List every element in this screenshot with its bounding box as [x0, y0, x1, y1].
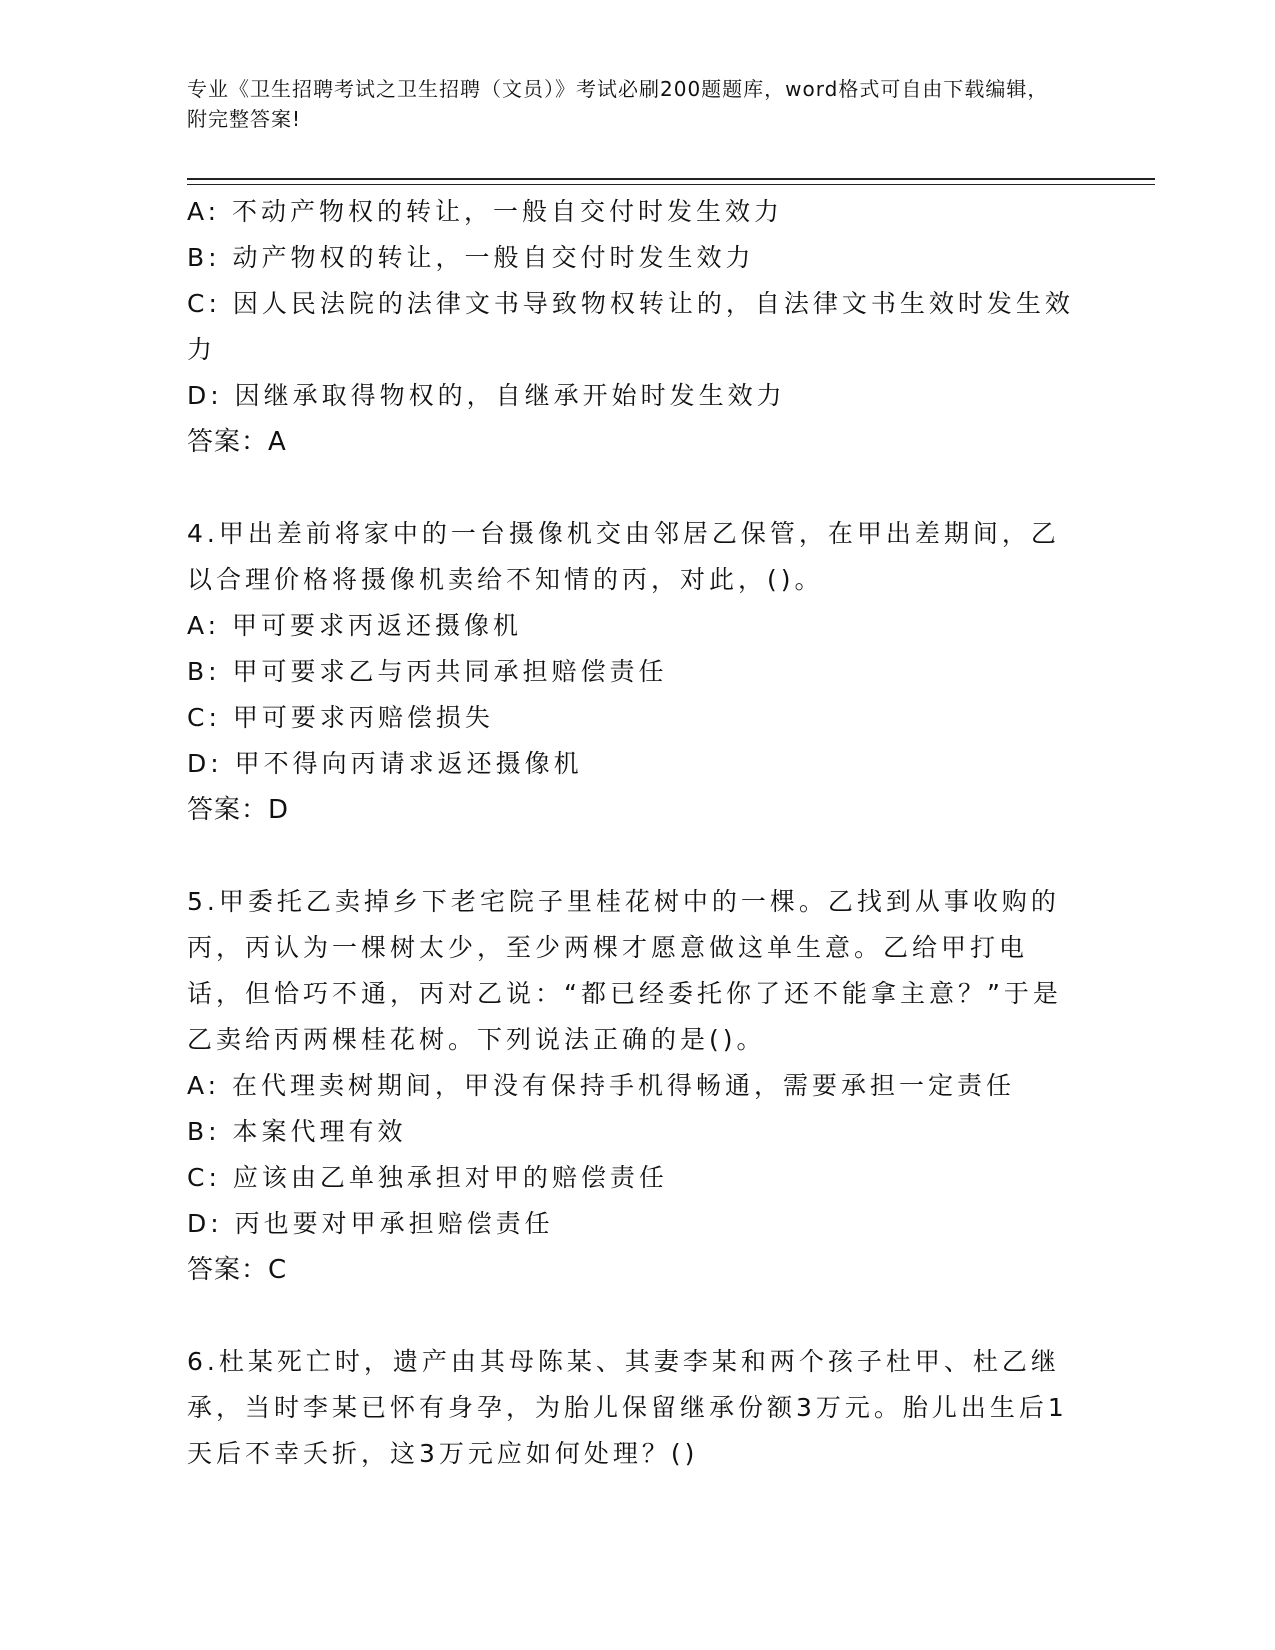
- document-body: [187, 189, 1077, 1477]
- answer: 答案：D: [187, 795, 290, 825]
- question-3-options: [187, 189, 1077, 465]
- option-d: D: 甲不得向丙请求返还摄像机: [187, 749, 583, 778]
- question-5: [187, 879, 1077, 1293]
- option-a: A: 在代理卖树期间，甲没有保持手机得畅通，需要承担一定责任: [187, 1071, 1016, 1100]
- option-c: C: 因人民法院的法律文书导致物权转让的，自法律文书生效时发生效力: [187, 289, 1074, 364]
- question-stem: 6.杜某死亡时，遗产由其母陈某、其妻李某和两个孩子杜甲、杜乙继承，当时李某已怀有身孕，为胎儿保留继承份额3万元。胎儿出生后1天后不幸夭折，这3万元应如何处理？(): [187, 1347, 1068, 1468]
- option-b: B: 甲可要求乙与丙共同承担赔偿责任: [187, 657, 668, 686]
- option-a: A: 不动产物权的转让，一般自交付时发生效力: [187, 197, 784, 226]
- answer: 答案：C: [187, 1255, 288, 1285]
- question-stem: 4.甲出差前将家中的一台摄像机交由邻居乙保管，在甲出差期间，乙以合理价格将摄像机卖给不知情的丙，对此，()。: [187, 519, 1060, 594]
- question-6: [187, 1339, 1077, 1477]
- option-a: A: 甲可要求丙返还摄像机: [187, 611, 523, 640]
- spacer: [187, 1293, 1077, 1339]
- question-stem: 5.甲委托乙卖掉乡下老宅院子里桂花树中的一棵。乙找到从事收购的丙，丙认为一棵树太少，至少两棵才愿意做这单生意。乙给甲打电话，但恰巧不通，丙对乙说：“都已经委托你了还不能拿主意？”于是乙卖给丙两棵桂花树。下列说法正确的是()。: [187, 887, 1062, 1054]
- question-4: [187, 511, 1077, 833]
- answer: 答案：A: [187, 427, 287, 457]
- header-rule-thin: [187, 184, 1155, 185]
- document-header: 专业《卫生招聘考试之卫生招聘（文员）》考试必刷200题题库，word格式可自由下载编辑，附完整答案!: [187, 77, 1049, 131]
- spacer: [187, 833, 1077, 879]
- option-d: D: 因继承取得物权的，自继承开始时发生效力: [187, 381, 786, 410]
- option-c: C: 应该由乙单独承担对甲的赔偿责任: [187, 1163, 668, 1192]
- option-b: B: 本案代理有效: [187, 1117, 407, 1146]
- spacer: [187, 465, 1077, 511]
- option-b: B: 动产物权的转让，一般自交付时发生效力: [187, 243, 755, 272]
- option-c: C: 甲可要求丙赔偿损失: [187, 703, 494, 732]
- header-rule-thick: [187, 178, 1155, 180]
- option-d: D: 丙也要对甲承担赔偿责任: [187, 1209, 554, 1238]
